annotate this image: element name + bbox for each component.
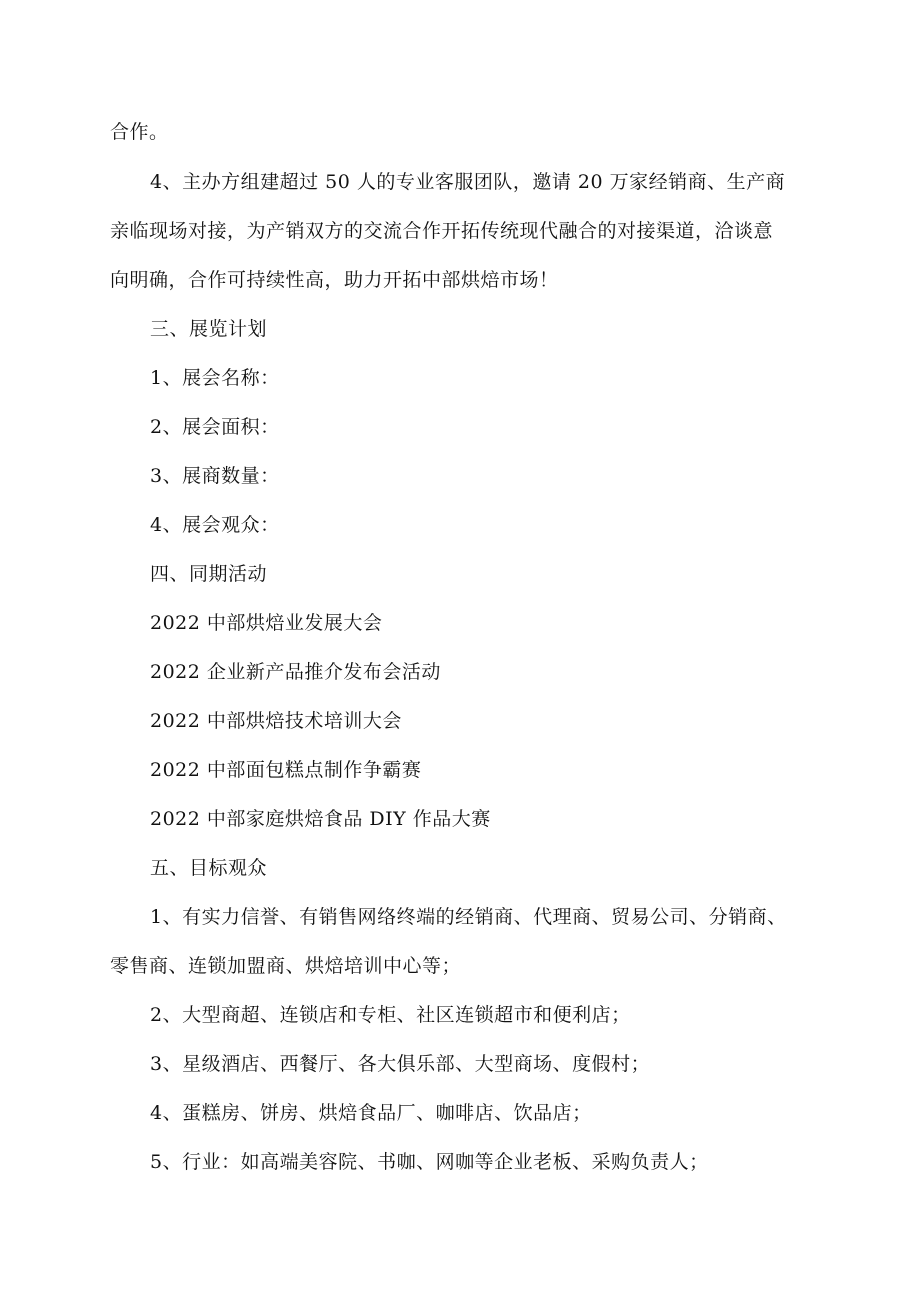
audience-item-2: 2、大型商超、连锁店和专柜、社区连锁超市和便利店；: [150, 1004, 631, 1026]
activity-item: 2022 企业新产品推介发布会活动: [150, 661, 441, 683]
activity-item: 2022 中部烘焙技术培训大会: [150, 710, 402, 732]
audience-item-3: 3、星级酒店、西餐厅、各大俱乐部、大型商场、度假村；: [150, 1053, 651, 1075]
plan-item-exhibitors: 3、展商数量：: [150, 465, 280, 487]
plan-item-audience: 4、展会观众：: [150, 514, 280, 536]
section-heading-activities: 四、同期活动: [150, 563, 268, 585]
activity-item: 2022 中部烘焙业发展大会: [150, 612, 383, 634]
paragraph-continuation: 合作。: [110, 121, 169, 143]
section-heading-target-audience: 五、目标观众: [150, 857, 268, 879]
paragraph-item-4: 4、主办方组建超过 50 人的专业客服团队，邀请 20 万家经销商、生产商: [150, 171, 786, 193]
audience-item-5: 5、行业：如高端美容院、书咖、网咖等企业老板、采购负责人；: [150, 1151, 709, 1173]
audience-item-1-line-2: 零售商、连锁加盟商、烘焙培训中心等；: [110, 955, 462, 977]
plan-item-area: 2、展会面积：: [150, 416, 280, 438]
paragraph-item-4-line-2: 亲临现场对接，为产销双方的交流合作开拓传统现代融合的对接渠道，洽谈意: [110, 220, 774, 242]
audience-item-4: 4、蛋糕房、饼房、烘焙食品厂、咖啡店、饮品店；: [150, 1102, 592, 1124]
plan-item-name: 1、展会名称：: [150, 367, 280, 389]
activity-item: 2022 中部面包糕点制作争霸赛: [150, 759, 422, 781]
paragraph-item-4-line-3: 向明确，合作可持续性高，助力开拓中部烘焙市场！: [110, 269, 559, 291]
activity-item: 2022 中部家庭烘焙食品 DIY 作品大赛: [150, 808, 491, 830]
section-heading-exhibition-plan: 三、展览计划: [150, 318, 268, 340]
audience-item-1: 1、有实力信誉、有销售网络终端的经销商、代理商、贸易公司、分销商、: [150, 906, 787, 928]
